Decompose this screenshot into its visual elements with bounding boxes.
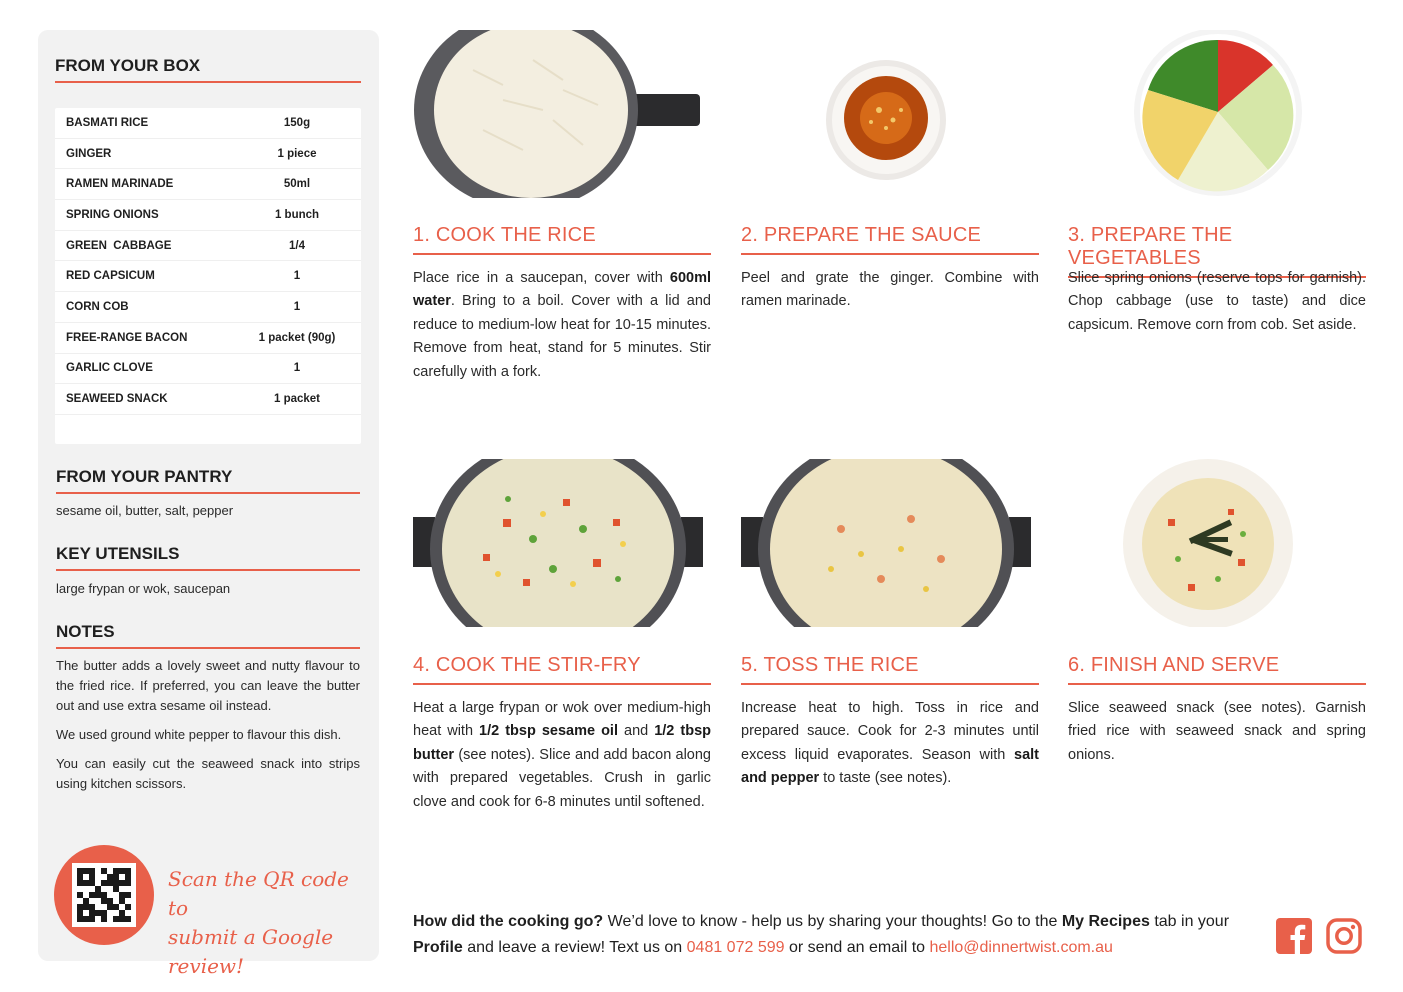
ingredient-qty: 1 piece bbox=[277, 147, 317, 160]
sidebar bbox=[38, 30, 379, 978]
ingredient-name: RED CAPSICUM bbox=[66, 270, 155, 283]
footer-bold: My Recipes bbox=[1061, 913, 1150, 930]
step-text-part: Place rice in a saucepan, cover with bbox=[413, 270, 670, 286]
sauce-photo bbox=[741, 30, 1039, 198]
footer-text: tab in your bbox=[1149, 913, 1230, 930]
step-1-title: 1. COOK THE RICE bbox=[413, 224, 711, 255]
footer-question: How did the cooking go? bbox=[413, 913, 604, 930]
ingredient-qty: 50ml bbox=[283, 178, 311, 191]
table-row bbox=[55, 261, 361, 292]
step-5-title: 5. TOSS THE RICE bbox=[741, 654, 1039, 685]
note-paragraph: You can easily cut the seaweed snack into strips using kitchen scissors. bbox=[56, 756, 360, 791]
step-text-part: . Bring to a boil. Cover with a lid and reduce to medium-low heat for 10-15 minutes. Remove from heat, stand for 5 minutes. Stir carefully with a fork. bbox=[413, 293, 711, 380]
step-3-title: 3. PREPARE THE VEGETABLES bbox=[1068, 224, 1366, 278]
step-1-text bbox=[413, 267, 711, 384]
qr-code-icon[interactable] bbox=[72, 863, 136, 927]
table-row bbox=[55, 292, 361, 323]
step-5-text bbox=[741, 697, 1039, 791]
ingredient-table bbox=[55, 108, 361, 444]
ingredient-qty: 1 bbox=[293, 362, 301, 375]
table-row bbox=[55, 108, 361, 139]
qr-caption-line: Scan the QR code to bbox=[168, 867, 349, 920]
step-text-part: (see notes). Slice and add bacon along with prepared vegetables. Crush in garlic clove and cook for 6-8 minutes until softened. bbox=[413, 746, 711, 810]
facebook-icon[interactable] bbox=[1276, 918, 1312, 954]
note-paragraph: We used ground white pepper to flavour this dish. bbox=[56, 727, 342, 742]
notes-title: NOTES bbox=[56, 622, 360, 649]
ingredient-qty: 1 bbox=[293, 270, 301, 283]
review-footer bbox=[413, 909, 1263, 961]
ingredient-name: GINGER bbox=[66, 147, 112, 160]
step-text-part: Peel and grate the ginger. Combine with ramen marinade. bbox=[741, 270, 1039, 310]
table-row bbox=[55, 231, 361, 262]
table-row bbox=[55, 139, 361, 170]
email-link[interactable]: hello@dinnertwist.com.au bbox=[929, 939, 1113, 956]
step-2-text bbox=[741, 267, 1039, 314]
ingredient-name: GREEN CABBAGE bbox=[66, 239, 172, 252]
step-4-text bbox=[413, 697, 711, 814]
footer-text: or send an email to bbox=[784, 939, 930, 956]
step-text-bold: 600ml water bbox=[413, 270, 711, 310]
table-row bbox=[55, 384, 361, 415]
step-text-part: Increase heat to high. Toss in rice and prepared sauce. Cook for 2-3 minutes until excess liquid evaporates. Season with bbox=[741, 700, 1039, 763]
table-row bbox=[55, 354, 361, 385]
step-2-title: 2. PREPARE THE SAUCE bbox=[741, 224, 1039, 255]
footer-text: and leave a review! Text us on bbox=[462, 939, 687, 956]
ingredient-name: SPRING ONIONS bbox=[66, 208, 159, 221]
step-3-text bbox=[1068, 267, 1366, 337]
ingredient-qty: 1 bbox=[293, 300, 301, 313]
stir-fry-photo bbox=[413, 459, 711, 627]
ingredient-name: CORN COB bbox=[66, 300, 129, 313]
step-text-part: Slice seaweed snack (see notes). Garnish fried rice with seaweed snack and spring onions. bbox=[1068, 700, 1366, 763]
step-text-part: Slice spring onions (reserve tops for garnish). Chop cabbage (use to taste) and dice capsicum. Remove corn from cob. Set aside. bbox=[1068, 270, 1366, 333]
ingredient-name: RAMEN MARINADE bbox=[66, 178, 174, 191]
step-6-text bbox=[1068, 697, 1366, 767]
qr-caption-line: submit a Google review! bbox=[168, 925, 334, 978]
ingredient-qty: 150g bbox=[283, 116, 311, 129]
ingredient-name: SEAWEED SNACK bbox=[66, 393, 168, 406]
ingredient-name: FREE-RANGE BACON bbox=[66, 331, 188, 344]
notes-body bbox=[56, 656, 360, 803]
footer-text: We’d love to know - help us by sharing your thoughts! Go to the bbox=[603, 913, 1062, 930]
table-row bbox=[55, 169, 361, 200]
qr-caption bbox=[168, 865, 368, 981]
cook-rice-photo bbox=[413, 30, 711, 198]
ingredient-qty: 1 packet (90g) bbox=[258, 331, 336, 344]
step-text-bold: salt and pepper bbox=[741, 746, 1039, 787]
utensils-text: large frypan or wok, saucepan bbox=[56, 581, 231, 596]
from-your-pantry-title: FROM YOUR PANTRY bbox=[56, 467, 360, 494]
step-6-title: 6. FINISH AND SERVE bbox=[1068, 654, 1366, 685]
step-text-bold: 1/2 tbsp sesame oil bbox=[479, 723, 618, 740]
instagram-icon[interactable] bbox=[1326, 918, 1362, 954]
from-your-box-title: FROM YOUR BOX bbox=[55, 56, 361, 83]
pantry-text: sesame oil, butter, salt, pepper bbox=[56, 503, 234, 518]
finished-dish-photo bbox=[1068, 459, 1366, 627]
table-row bbox=[55, 200, 361, 231]
key-utensils-title: KEY UTENSILS bbox=[56, 544, 360, 571]
ingredient-qty: 1/4 bbox=[289, 239, 305, 252]
footer-bold: Profile bbox=[413, 939, 463, 956]
ingredient-name: GARLIC CLOVE bbox=[66, 362, 153, 375]
ingredient-qty: 1 packet bbox=[273, 393, 321, 406]
qr-badge[interactable] bbox=[54, 845, 154, 945]
step-text-part: Heat a large frypan or wok over medium-high heat with bbox=[413, 700, 711, 740]
note-paragraph: The butter adds a lovely sweet and nutty flavour to the fried rice. If preferred, you can leave the butter out and use extra sesame oil instead. bbox=[56, 658, 360, 713]
vegetables-photo bbox=[1068, 30, 1366, 198]
ingredient-name: BASMATI RICE bbox=[66, 116, 149, 129]
step-text-part: and bbox=[617, 723, 655, 740]
step-text-part: to taste (see notes). bbox=[819, 770, 952, 787]
phone-link[interactable]: 0481 072 599 bbox=[686, 939, 785, 956]
toss-rice-photo bbox=[741, 459, 1039, 627]
step-4-title: 4. COOK THE STIR-FRY bbox=[413, 654, 711, 685]
ingredient-qty: 1 bunch bbox=[274, 208, 320, 221]
step-text-bold: 1/2 tbsp butter bbox=[413, 723, 711, 763]
table-row bbox=[55, 323, 361, 354]
